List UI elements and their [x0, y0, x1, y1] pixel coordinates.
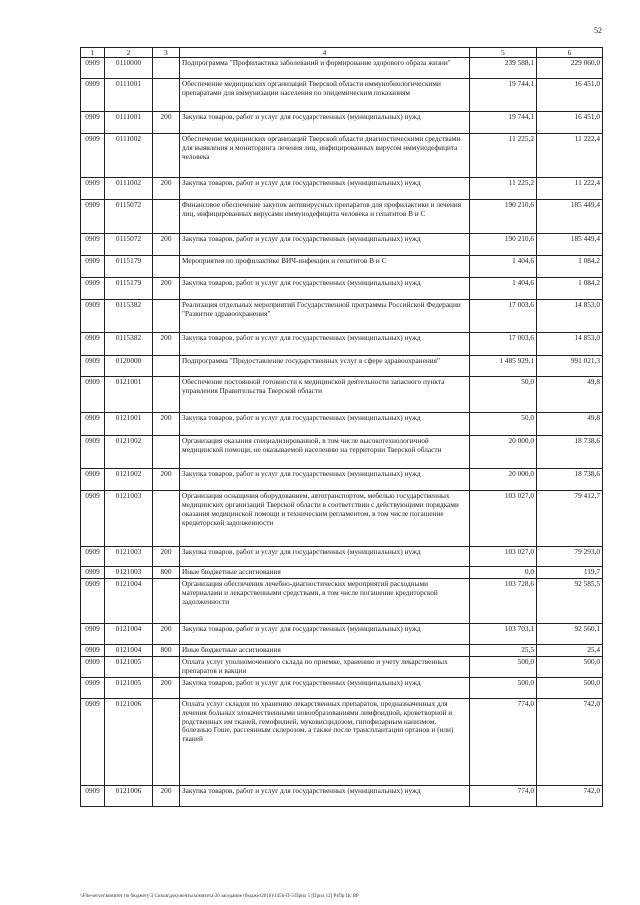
page-number: 52 [594, 26, 602, 35]
amount-actual-cell: 1 084,2 [537, 256, 603, 278]
amount-planned-cell: 20 000,0 [470, 436, 537, 469]
description-cell: Закупка товаров, работ и услуг для государственных (муниципальных) нужд [180, 112, 470, 134]
rzpr-cell: 0909 [81, 436, 105, 469]
rzpr-cell: 0909 [81, 491, 105, 547]
amount-planned-cell: 103 703,1 [470, 623, 537, 644]
amount-actual-cell: 92 585,5 [537, 578, 603, 623]
amount-actual-cell: 18 738,6 [537, 436, 603, 469]
amount-actual-cell: 14 853,0 [537, 300, 603, 333]
target-article-cell: 0121004 [105, 644, 153, 656]
expense-type-cell: 200 [153, 333, 180, 356]
amount-actual-cell: 79 412,7 [537, 491, 603, 547]
amount-planned-cell: 500,0 [470, 677, 537, 698]
description-cell: Закупка товаров, работ и услуг для государственных (муниципальных) нужд [180, 623, 470, 644]
amount-actual-cell: 742,0 [537, 698, 603, 785]
target-article-cell: 0115382 [105, 333, 153, 356]
target-article-cell: 0111002 [105, 178, 153, 200]
table-header-row [81, 48, 603, 58]
amount-actual-cell: 991 021,3 [537, 356, 603, 377]
table-row [81, 578, 603, 623]
description-cell: Закупка товаров, работ и услуг для государственных (муниципальных) нужд [180, 278, 470, 300]
amount-actual-cell: 500,0 [537, 656, 603, 677]
amount-planned-cell: 0,0 [470, 567, 537, 579]
description-cell: Организация оснащения оборудованием, автотранспортом, мебелью государственных медицинских организаций Тверской области в соответствии с действующими порядками оказания медицинской помощи и техническим регламентом, в том числе погашение кредиторской задолженности [180, 491, 470, 547]
amount-actual-cell: 742,0 [537, 785, 603, 806]
description-cell: Мероприятия по профилактике ВИЧ-инфекции и гепатитов В и С [180, 256, 470, 278]
rzpr-cell: 0909 [81, 377, 105, 413]
table-row [81, 256, 603, 278]
amount-actual-cell: 25,4 [537, 644, 603, 656]
amount-planned-cell: 1 485 929,1 [470, 356, 537, 377]
description-cell: Закупка товаров, работ и услуг для государственных (муниципальных) нужд [180, 785, 470, 806]
rzpr-cell: 0909 [81, 79, 105, 112]
budget-table [80, 47, 603, 807]
expense-type-cell: 200 [153, 785, 180, 806]
description-cell: Закупка товаров, работ и услуг для государственных (муниципальных) нужд [180, 178, 470, 200]
table-row [81, 644, 603, 656]
expense-type-cell: 200 [153, 234, 180, 256]
target-article-cell: 0121005 [105, 677, 153, 698]
amount-planned-cell: 50,0 [470, 377, 537, 413]
expense-type-cell: 200 [153, 469, 180, 491]
table-row [81, 356, 603, 377]
table-row [81, 469, 603, 491]
rzpr-cell: 0909 [81, 656, 105, 677]
table-row [81, 785, 603, 806]
target-article-cell: 0121002 [105, 469, 153, 491]
target-article-cell: 0121004 [105, 623, 153, 644]
target-article-cell: 0121002 [105, 436, 153, 469]
amount-planned-cell: 190 210,6 [470, 200, 537, 234]
target-article-cell: 0121004 [105, 578, 153, 623]
target-article-cell: 0121006 [105, 785, 153, 806]
table-row [81, 567, 603, 579]
target-article-cell: 0120000 [105, 356, 153, 377]
amount-actual-cell: 119,7 [537, 567, 603, 579]
amount-planned-cell: 774,0 [470, 785, 537, 806]
amount-planned-cell: 190 210,6 [470, 234, 537, 256]
target-article-cell: 0115072 [105, 200, 153, 234]
expense-type-cell [153, 377, 180, 413]
file-path-footer: \\File-server\комитет по бюджету\3 Созыв\документы комитета\36 заседание (бюджет2016)\1456-П-5\Прил 5 [Прил 12] РзПр Цс ВР [80, 894, 359, 899]
col-header-3: 3 [153, 48, 180, 58]
description-cell: Иные бюджетные ассигнования [180, 567, 470, 579]
amount-actual-cell: 49,8 [537, 377, 603, 413]
rzpr-cell: 0909 [81, 677, 105, 698]
amount-actual-cell: 16 451,0 [537, 112, 603, 134]
rzpr-cell: 0909 [81, 300, 105, 333]
rzpr-cell: 0909 [81, 134, 105, 178]
amount-actual-cell: 16 451,0 [537, 79, 603, 112]
amount-planned-cell: 17 003,6 [470, 300, 537, 333]
expense-type-cell: 200 [153, 413, 180, 436]
amount-actual-cell: 500,0 [537, 677, 603, 698]
expense-type-cell: 200 [153, 278, 180, 300]
expense-type-cell [153, 491, 180, 547]
amount-actual-cell: 49,8 [537, 413, 603, 436]
rzpr-cell: 0909 [81, 178, 105, 200]
description-cell: Организация обеспечения лечебно-диагностических мероприятий расходными материалами и лекарственными средствами, в том числе погашение кредиторской задолженности [180, 578, 470, 623]
rzpr-cell: 0909 [81, 112, 105, 134]
expense-type-cell: 200 [153, 547, 180, 567]
amount-actual-cell: 79 293,0 [537, 547, 603, 567]
target-article-cell: 0121003 [105, 547, 153, 567]
amount-actual-cell: 229 060,0 [537, 58, 603, 79]
amount-planned-cell: 19 744,1 [470, 112, 537, 134]
table-row [81, 547, 603, 567]
description-cell: Иные бюджетные ассигнования [180, 644, 470, 656]
table-row [81, 234, 603, 256]
amount-actual-cell: 92 560,1 [537, 623, 603, 644]
amount-actual-cell: 14 853,0 [537, 333, 603, 356]
col-header-2: 2 [105, 48, 153, 58]
expense-type-cell [153, 200, 180, 234]
description-cell: Закупка товаров, работ и услуг для государственных (муниципальных) нужд [180, 413, 470, 436]
amount-planned-cell: 1 404,6 [470, 256, 537, 278]
amount-actual-cell: 18 738,6 [537, 469, 603, 491]
rzpr-cell: 0909 [81, 469, 105, 491]
table-row [81, 278, 603, 300]
table-row [81, 58, 603, 79]
amount-planned-cell: 20 000,0 [470, 469, 537, 491]
description-cell: Закупка товаров, работ и услуг для государственных (муниципальных) нужд [180, 469, 470, 491]
description-cell: Оплата услуг складов по хранению лекарственных препаратов, предназначенных для лечения больных злокачественными новообразованиями лимфоидной, кроветворной и родственных им тканей, гемофилией, муковисцидозом, гипофизарным нанизмом, болезнью Гоше, рассеянным склерозом, а также после трансплантации органов и (или) тканей [180, 698, 470, 785]
amount-planned-cell: 17 003,6 [470, 333, 537, 356]
target-article-cell: 0115072 [105, 234, 153, 256]
target-article-cell: 0115179 [105, 278, 153, 300]
description-cell: Закупка товаров, работ и услуг для государственных (муниципальных) нужд [180, 333, 470, 356]
amount-actual-cell: 1 084,2 [537, 278, 603, 300]
amount-planned-cell: 774,0 [470, 698, 537, 785]
description-cell: Закупка товаров, работ и услуг для государственных (муниципальных) нужд [180, 234, 470, 256]
table-row [81, 333, 603, 356]
rzpr-cell: 0909 [81, 644, 105, 656]
expense-type-cell [153, 356, 180, 377]
amount-planned-cell: 11 225,2 [470, 134, 537, 178]
amount-actual-cell: 11 222,4 [537, 134, 603, 178]
rzpr-cell: 0909 [81, 278, 105, 300]
rzpr-cell: 0909 [81, 200, 105, 234]
col-header-1: 1 [81, 48, 105, 58]
target-article-cell: 0121005 [105, 656, 153, 677]
expense-type-cell [153, 656, 180, 677]
amount-actual-cell: 185 449,4 [537, 234, 603, 256]
target-article-cell: 0111002 [105, 134, 153, 178]
amount-actual-cell: 185 449,4 [537, 200, 603, 234]
description-cell: Организация оказания специализированной, в том числе высокотехнологичной медицинской помощи, не оказываемой населению на территории Тверской области [180, 436, 470, 469]
description-cell: Подпрограмма "Профилактика заболеваний и формирование здорового образа жизни" [180, 58, 470, 79]
table-row [81, 413, 603, 436]
expense-type-cell [153, 79, 180, 112]
target-article-cell: 0111001 [105, 112, 153, 134]
col-header-5: 5 [470, 48, 537, 58]
target-article-cell: 0121001 [105, 413, 153, 436]
target-article-cell: 0115179 [105, 256, 153, 278]
rzpr-cell: 0909 [81, 234, 105, 256]
target-article-cell: 0121003 [105, 567, 153, 579]
rzpr-cell: 0909 [81, 58, 105, 79]
table-row [81, 491, 603, 547]
table-row [81, 623, 603, 644]
amount-planned-cell: 103 728,6 [470, 578, 537, 623]
target-article-cell: 0121003 [105, 491, 153, 547]
expense-type-cell [153, 300, 180, 333]
expense-type-cell: 200 [153, 178, 180, 200]
rzpr-cell: 0909 [81, 356, 105, 377]
target-article-cell: 0111001 [105, 79, 153, 112]
expense-type-cell: 200 [153, 623, 180, 644]
description-cell: Обеспечение медицинских организаций Тверской области иммунобиологическими препаратами для иммунизации населения по эпидемическим показаниям [180, 79, 470, 112]
rzpr-cell: 0909 [81, 567, 105, 579]
rzpr-cell: 0909 [81, 256, 105, 278]
amount-planned-cell: 1 404,6 [470, 278, 537, 300]
amount-planned-cell: 239 588,1 [470, 58, 537, 79]
description-cell: Оплата услуг уполномоченного склада по приемке, хранению и учету лекарственных препаратов и вакцин [180, 656, 470, 677]
expense-type-cell [153, 58, 180, 79]
amount-planned-cell: 50,0 [470, 413, 537, 436]
table-row [81, 134, 603, 178]
rzpr-cell: 0909 [81, 623, 105, 644]
target-article-cell: 0115382 [105, 300, 153, 333]
expense-type-cell [153, 698, 180, 785]
expense-type-cell [153, 134, 180, 178]
amount-planned-cell: 25,5 [470, 644, 537, 656]
target-article-cell: 0110000 [105, 58, 153, 79]
description-cell: Закупка товаров, работ и услуг для государственных (муниципальных) нужд [180, 677, 470, 698]
target-article-cell: 0121006 [105, 698, 153, 785]
rzpr-cell: 0909 [81, 578, 105, 623]
target-article-cell: 0121001 [105, 377, 153, 413]
amount-planned-cell: 11 225,2 [470, 178, 537, 200]
expense-type-cell [153, 256, 180, 278]
expense-type-cell [153, 578, 180, 623]
rzpr-cell: 0909 [81, 547, 105, 567]
rzpr-cell: 0909 [81, 698, 105, 785]
table-row [81, 200, 603, 234]
amount-planned-cell: 19 744,1 [470, 79, 537, 112]
expense-type-cell: 200 [153, 677, 180, 698]
table-row [81, 112, 603, 134]
table-body [81, 58, 603, 807]
description-cell: Реализация отдельных мероприятий Государственной программы Российской Федерации "Развитие здравоохранения" [180, 300, 470, 333]
description-cell: Подпрограмма "Предоставление государственных услуг в сфере здравоохранения" [180, 356, 470, 377]
table-row [81, 656, 603, 677]
amount-actual-cell: 11 222,4 [537, 178, 603, 200]
rzpr-cell: 0909 [81, 333, 105, 356]
expense-type-cell: 200 [153, 112, 180, 134]
table-row [81, 436, 603, 469]
expense-type-cell: 800 [153, 567, 180, 579]
amount-planned-cell: 103 027,0 [470, 491, 537, 547]
col-header-4: 4 [180, 48, 470, 58]
rzpr-cell: 0909 [81, 785, 105, 806]
amount-planned-cell: 103 027,0 [470, 547, 537, 567]
rzpr-cell: 0909 [81, 413, 105, 436]
description-cell: Финансовое обеспечение закупок антивирусных препаратов для профилактики и лечения лиц, инфицированных вирусами иммунодефицита человека и гепатитов В и С [180, 200, 470, 234]
table-row [81, 300, 603, 333]
description-cell: Обеспечение постоянной готовности к медицинской деятельности запасного пункта управления Правительства Тверской области [180, 377, 470, 413]
expense-type-cell: 800 [153, 644, 180, 656]
amount-planned-cell: 500,0 [470, 656, 537, 677]
table-row [81, 377, 603, 413]
col-header-6: 6 [537, 48, 603, 58]
expense-type-cell [153, 436, 180, 469]
table-row [81, 178, 603, 200]
table-row [81, 677, 603, 698]
description-cell: Закупка товаров, работ и услуг для государственных (муниципальных) нужд [180, 547, 470, 567]
table-row [81, 79, 603, 112]
description-cell: Обеспечение медицинских организаций Тверской области диагностическими средствами для выявления и мониторинга лечения лиц, инфицированных вирусом иммунодефицита человека [180, 134, 470, 178]
table-row [81, 698, 603, 785]
